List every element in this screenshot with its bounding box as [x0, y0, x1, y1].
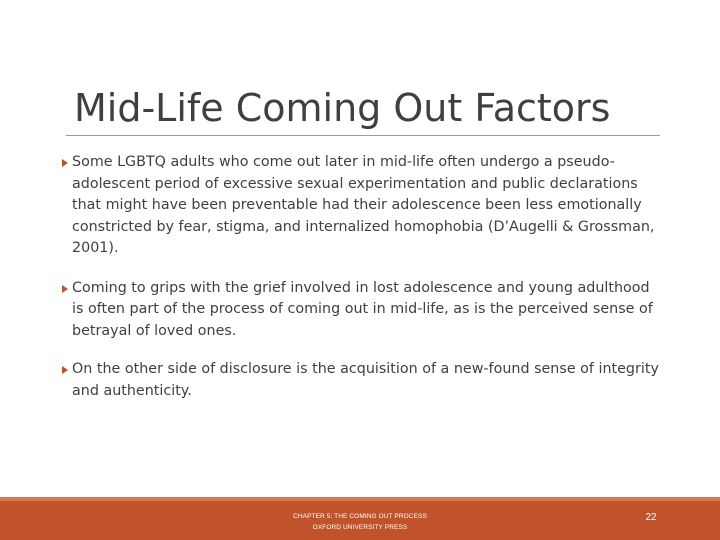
footer-chapter: CHAPTER 5: THE COMING OUT PROCESS	[293, 513, 427, 520]
title-divider	[66, 135, 660, 136]
triangle-bullet-icon	[62, 285, 68, 293]
triangle-bullet-icon	[62, 159, 68, 167]
bullet-item	[62, 152, 662, 260]
bullet-item	[62, 278, 662, 343]
bullet-item	[62, 359, 662, 402]
bullet-text: On the other side of disclosure is the acquisition of a new-found sense of integrity and authenticity.	[72, 361, 659, 399]
footer-caption	[250, 511, 470, 533]
footer-bar	[0, 497, 720, 540]
triangle-bullet-icon	[62, 366, 68, 374]
bullet-list	[62, 152, 662, 402]
page-number: 22	[645, 512, 657, 523]
footer-accent-line	[0, 497, 720, 501]
footer-publisher: OXFORD UNIVERSITY PRESS	[312, 524, 408, 531]
slide-title: Mid-Life Coming Out Factors	[74, 86, 611, 130]
bullet-text: Some LGBTQ adults who come out later in mid-life often undergo a pseudo-adolescent period of excessive sexual experimentation and public declarations that might have been preventable had their adolescence been less emotionally constricted by fear, stigma, and internalized homophobia (D’Augelli & Grossman, 2001).	[72, 154, 655, 256]
bullet-text: Coming to grips with the grief involved in lost adolescence and young adulthood is often part of the process of coming out in mid-life, as is the perceived sense of betrayal of loved ones.	[72, 279, 653, 339]
